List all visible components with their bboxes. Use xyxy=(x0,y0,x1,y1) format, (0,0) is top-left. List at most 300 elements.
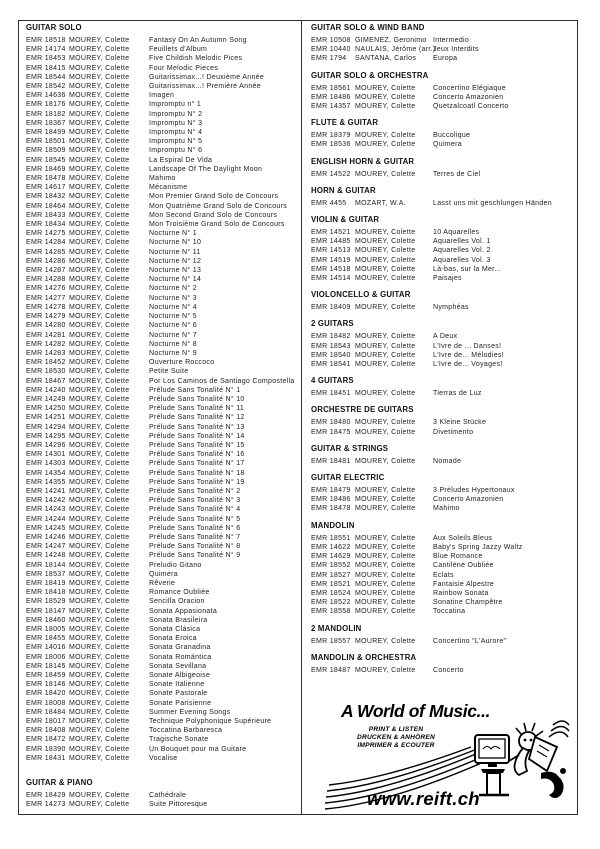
entry-title: Sonata Clásica xyxy=(149,626,201,633)
catalog-row xyxy=(26,717,297,726)
entry-code: EMR 14296 xyxy=(26,441,66,449)
entry-composer: MOUREY, Colette xyxy=(69,83,130,91)
entry-title: Sonata Eroica xyxy=(149,635,197,643)
entry-composer: MOUREY, Colette xyxy=(355,487,416,495)
entry-composer: MOUREY, Colette xyxy=(69,395,130,403)
entry-composer: MOUREY, Colette xyxy=(69,460,130,468)
entry-code: EMR 18536 xyxy=(311,141,351,149)
section-title: 2 MANDOLIN xyxy=(311,623,362,633)
entry-title: Prélude Sans Tonalité N° 14 xyxy=(149,432,245,440)
catalog-row xyxy=(26,671,297,680)
entry-code: EMR 18478 xyxy=(311,505,351,513)
entry-code: EMR 18540 xyxy=(311,351,351,359)
entry-composer: MOUREY, Colette xyxy=(69,322,130,330)
entry-title: Nocturne N° 5 xyxy=(149,313,197,321)
entry-title: Prélude Sans Tonalité N° 11 xyxy=(149,405,245,413)
catalog-row xyxy=(26,294,297,303)
catalog-row xyxy=(26,496,297,505)
entry-composer: MOUREY, Colette xyxy=(69,165,130,173)
entry-composer: MOUREY, Colette xyxy=(355,275,416,283)
catalog-row xyxy=(26,708,297,717)
catalog-section xyxy=(311,118,571,149)
entry-composer: MOUREY, Colette xyxy=(69,506,130,514)
entry-title: Paisajes xyxy=(433,275,462,283)
catalog-row xyxy=(311,495,571,504)
catalog-row xyxy=(311,265,571,274)
entry-code: EMR 18452 xyxy=(26,359,66,367)
entry-title: Imagen xyxy=(149,92,175,100)
entry-title: Impromptu n° 1 xyxy=(149,101,202,109)
entry-code: EMR 18460 xyxy=(26,616,66,624)
entry-code: EMR 18480 xyxy=(311,419,351,427)
entry-title: Nocturne N° 11 xyxy=(149,248,201,256)
entry-composer: MOUREY, Colette xyxy=(69,423,130,431)
entry-composer: MOUREY, Colette xyxy=(355,562,416,570)
catalog-row xyxy=(311,342,571,351)
catalog-row xyxy=(26,745,297,754)
entry-title: Eclats xyxy=(433,571,454,579)
catalog-row xyxy=(311,170,571,179)
entry-code: EMR 4455 xyxy=(311,199,347,207)
catalog-row xyxy=(26,662,297,671)
catalog-section xyxy=(311,653,571,675)
entry-title: Romance Oubliée xyxy=(149,589,210,597)
section-rows xyxy=(311,228,571,283)
catalog-row xyxy=(26,82,297,91)
entry-composer: MOUREY, Colette xyxy=(355,534,416,542)
entry-title: Sonata Brasileira xyxy=(149,616,208,624)
entry-title: Tierras de Luz xyxy=(433,390,482,398)
entry-title: 3 Préludes Hypertonaux xyxy=(433,487,515,495)
entry-code: EMR 18558 xyxy=(311,608,351,616)
catalog-section xyxy=(311,444,571,466)
entry-title: Aquarelles Vol. 2 xyxy=(433,247,491,255)
entry-code: EMR 18543 xyxy=(311,342,351,350)
entry-code: EMR 14617 xyxy=(26,184,66,192)
entry-code: EMR 18472 xyxy=(26,736,66,744)
entry-code: EMR 18509 xyxy=(26,147,66,155)
logo-website-url: www.reift.ch xyxy=(367,788,480,809)
entry-code: EMR 18537 xyxy=(26,570,66,578)
entry-code: EMR 14249 xyxy=(26,395,66,403)
entry-composer: MOUREY, Colette xyxy=(355,589,416,597)
entry-code: EMR 18482 xyxy=(311,333,351,341)
entry-title: Aquarelles Vol. 1 xyxy=(433,238,491,246)
section-title: MANDOLIN xyxy=(311,520,355,530)
entry-title: Cathédrale xyxy=(149,792,187,800)
entry-code: EMR 18147 xyxy=(26,607,66,615)
entry-code: EMR 18481 xyxy=(311,457,351,465)
catalog-row xyxy=(311,274,571,283)
catalog-row xyxy=(26,800,297,809)
catalog-row xyxy=(26,303,297,312)
entry-code: EMR 18432 xyxy=(26,193,66,201)
entry-code: EMR 18561 xyxy=(311,84,351,92)
entry-composer: MOUREY, Colette xyxy=(69,64,130,72)
entry-title: Jeux Interdits xyxy=(433,46,479,54)
section-title: MANDOLIN & ORCHESTRA xyxy=(311,652,417,662)
catalog-row xyxy=(26,597,297,606)
entry-composer: MOUREY, Colette xyxy=(355,637,416,645)
entry-title: Rainbow Sonata xyxy=(433,589,489,597)
catalog-row xyxy=(26,220,297,229)
entry-code: EMR 18418 xyxy=(26,589,66,597)
entry-composer: MOUREY, Colette xyxy=(69,405,130,413)
entry-composer: MOUREY, Colette xyxy=(69,377,130,385)
entry-code: EMR 18408 xyxy=(26,727,66,735)
entry-title: Nocturne N° 7 xyxy=(149,331,197,339)
entry-title: Sonata Appasionata xyxy=(149,607,218,615)
catalog-row xyxy=(26,478,297,487)
entry-code: EMR 14016 xyxy=(26,644,66,652)
entry-code: EMR 14294 xyxy=(26,423,66,431)
entry-code: EMR 18544 xyxy=(26,73,66,81)
section-rows xyxy=(311,303,571,312)
entry-composer: MOUREY, Colette xyxy=(69,745,130,753)
entry-code: EMR 18469 xyxy=(26,165,66,173)
logo-subline-imprimer-ecouter: IMPRIMER & ECOUTER xyxy=(357,742,435,749)
entry-title: Nocturne N° 4 xyxy=(149,303,197,311)
entry-code: EMR 14240 xyxy=(26,386,66,394)
entry-composer: MOUREY, Colette xyxy=(69,718,130,726)
entry-code: EMR 18145 xyxy=(26,662,66,670)
entry-code: EMR 14284 xyxy=(26,239,66,247)
section-title: GUITAR ELECTRIC xyxy=(311,473,385,483)
entry-composer: MOUREY, Colette xyxy=(69,138,130,146)
entry-code: EMR 18552 xyxy=(311,562,351,570)
catalog-row xyxy=(26,211,297,220)
entry-composer: MOUREY, Colette xyxy=(69,589,130,597)
catalog-row xyxy=(26,146,297,155)
entry-title: Europa xyxy=(433,55,458,63)
catalog-row xyxy=(26,505,297,514)
logo-subline-print-listen: PRINT & LISTEN xyxy=(368,726,424,733)
catalog-section xyxy=(26,778,297,809)
catalog-section xyxy=(311,23,571,64)
catalog-row xyxy=(26,119,297,128)
entry-composer: MOUREY, Colette xyxy=(69,451,130,459)
entry-code: EMR 14250 xyxy=(26,405,66,413)
entry-composer: MOZART, W.A. xyxy=(355,199,406,207)
catalog-row xyxy=(26,616,297,625)
entry-code: EMR 18006 xyxy=(26,653,66,661)
entry-title: Prélude Sans Tonalité N° 5 xyxy=(149,515,241,523)
entry-composer: MOUREY, Colette xyxy=(355,428,416,436)
catalog-row xyxy=(26,321,297,330)
entry-composer: MOUREY, Colette xyxy=(69,616,130,624)
catalog-row xyxy=(311,486,571,495)
entry-composer: MOUREY, Colette xyxy=(69,561,130,569)
entry-code: EMR 18484 xyxy=(26,708,66,716)
entry-title: Prélude Sans Tonalité N° 17 xyxy=(149,460,245,468)
catalog-row xyxy=(311,54,571,63)
catalog-row xyxy=(26,395,297,404)
logo-subline-drucken-anhoeren: DRUCKEN & ANHÖREN xyxy=(357,734,435,741)
entry-composer: MOUREY, Colette xyxy=(69,708,130,716)
entry-title: Cantilène Oubliée xyxy=(433,562,494,570)
section-title: FLUTE & GUITAR xyxy=(311,118,379,128)
entry-code: EMR 18390 xyxy=(26,745,66,753)
entry-title: Prélude Sans Tonalité N° 10 xyxy=(149,395,245,403)
entry-composer: MOUREY, Colette xyxy=(69,792,130,800)
entry-composer: MOUREY, Colette xyxy=(69,349,130,357)
catalog-section xyxy=(311,405,571,436)
entry-code: EMR 14174 xyxy=(26,46,66,54)
entry-composer: MOUREY, Colette xyxy=(355,170,416,178)
entry-code: EMR 14521 xyxy=(311,229,351,237)
catalog-row xyxy=(26,524,297,533)
catalog-row xyxy=(26,634,297,643)
entry-code: EMR 14295 xyxy=(26,432,66,440)
entry-code: EMR 14277 xyxy=(26,294,66,302)
catalog-row xyxy=(26,404,297,413)
entry-code: EMR 14246 xyxy=(26,533,66,541)
catalog-row xyxy=(26,174,297,183)
entry-title: Prélude Sans Tonalité N° 16 xyxy=(149,451,245,459)
catalog-row xyxy=(311,45,571,54)
catalog-row xyxy=(26,726,297,735)
catalog-row xyxy=(26,542,297,551)
catalog-row xyxy=(311,428,571,437)
entry-title: A Deux xyxy=(433,333,458,341)
catalog-row xyxy=(26,699,297,708)
section-rows xyxy=(26,791,297,809)
entry-title: Nocturne N° 12 xyxy=(149,257,202,265)
entry-composer: MOUREY, Colette xyxy=(69,175,130,183)
entry-composer: MOUREY, Colette xyxy=(355,361,416,369)
entry-code: EMR 14355 xyxy=(26,478,66,486)
entry-composer: MOUREY, Colette xyxy=(69,156,130,164)
entry-code: EMR 18499 xyxy=(26,129,66,137)
entry-title: Sonate Pastorale xyxy=(149,690,208,698)
catalog-row xyxy=(311,102,571,111)
entry-title: Quetzalcoatl Concerto xyxy=(433,103,509,111)
entry-title: Impromptu N° 2 xyxy=(149,110,203,118)
catalog-row xyxy=(26,588,297,597)
entry-title: Un Bouquet pour ma Guitare xyxy=(149,745,247,753)
entry-composer: MOUREY, Colette xyxy=(69,736,130,744)
entry-title: Impromptu N° 3 xyxy=(149,119,203,127)
entry-composer: GIMENEZ, Geronimo xyxy=(355,37,427,44)
entry-code: EMR 14518 xyxy=(311,265,351,273)
entry-composer: MOUREY, Colette xyxy=(69,221,130,229)
entry-composer: MOUREY, Colette xyxy=(69,607,130,615)
entry-title: Quimera xyxy=(433,141,462,149)
entry-code: EMR 18367 xyxy=(26,119,66,127)
catalog-row xyxy=(26,275,297,284)
entry-code: EMR 18455 xyxy=(26,635,66,643)
entry-code: EMR 14283 xyxy=(26,349,66,357)
catalog-row xyxy=(311,637,571,646)
entry-title: Buccolique xyxy=(433,132,471,140)
entry-composer: MOUREY, Colette xyxy=(69,303,130,311)
entry-title: Prélude Sans Tonalité N° 3 xyxy=(149,497,241,505)
entry-code: EMR 14245 xyxy=(26,524,66,532)
entry-code: EMR 14281 xyxy=(26,331,66,339)
section-title: GUITAR & PIANO xyxy=(26,778,93,788)
entry-title: Nocturne N° 8 xyxy=(149,340,197,348)
section-title: GUITAR SOLO xyxy=(26,23,82,32)
entry-composer: MOUREY, Colette xyxy=(355,608,416,616)
entry-title: Prélude Sans Tonalité N° 12 xyxy=(149,414,245,422)
entry-code: EMR 18415 xyxy=(26,64,66,72)
entry-title: Concerto Amazonien xyxy=(433,496,504,504)
entry-title: Prélude Sans Tonalité N° 18 xyxy=(149,469,245,477)
entry-code: EMR 18551 xyxy=(311,534,351,542)
entry-composer: MOUREY, Colette xyxy=(69,524,130,532)
section-title: 2 GUITARS xyxy=(311,319,354,329)
entry-code: EMR 14636 xyxy=(26,92,66,100)
entry-composer: MOUREY, Colette xyxy=(355,457,416,465)
catalog-row xyxy=(26,487,297,496)
entry-composer: MOUREY, Colette xyxy=(355,342,416,350)
entry-code: EMR 14278 xyxy=(26,303,66,311)
catalog-row xyxy=(26,432,297,441)
entry-code: EMR 14273 xyxy=(26,801,66,809)
entry-code: EMR 14242 xyxy=(26,497,66,505)
entry-title: Aquarelles Vol. 3 xyxy=(433,256,491,264)
entry-title: Sencilla Oracion xyxy=(149,598,205,606)
entry-composer: MOUREY, Colette xyxy=(69,248,130,256)
entry-code: EMR 18464 xyxy=(26,202,66,210)
entry-composer: MOUREY, Colette xyxy=(69,129,130,137)
section-rows xyxy=(311,332,571,369)
entry-title: La Espiral De Vida xyxy=(149,156,213,164)
entry-code: EMR 1794 xyxy=(311,55,347,63)
entry-code: EMR 18379 xyxy=(311,132,351,140)
entry-title: Mahimo xyxy=(149,175,176,183)
entry-composer: MOUREY, Colette xyxy=(69,515,130,523)
right-column-sections xyxy=(311,23,571,675)
entry-composer: MOUREY, Colette xyxy=(69,598,130,606)
catalog-row xyxy=(311,332,571,341)
mascot-illustration xyxy=(469,711,571,803)
section-rows xyxy=(311,131,571,149)
catalog-row xyxy=(26,469,297,478)
entry-code: EMR 14282 xyxy=(26,340,66,348)
entry-composer: MOUREY, Colette xyxy=(69,487,130,495)
entry-code: EMR 18182 xyxy=(26,110,66,118)
entry-title: L'Ivre de ... Danses! xyxy=(433,342,502,350)
entry-composer: MOUREY, Colette xyxy=(69,644,130,652)
entry-title: Prélude Sans Tonalité N° 1 xyxy=(149,386,241,394)
catalog-row xyxy=(26,551,297,560)
section-rows xyxy=(311,637,571,646)
entry-title: Four Melodic Pieces xyxy=(149,64,219,72)
entry-title: Nocturne N° 6 xyxy=(149,322,197,330)
entry-title: Sonate Albigeoise xyxy=(149,672,211,680)
entry-code: EMR 18529 xyxy=(26,598,66,606)
entry-code: EMR 18434 xyxy=(26,221,66,229)
entry-code: EMR 18429 xyxy=(26,792,66,800)
entry-title: Mon Quatrième Grand Solo de Concours xyxy=(149,202,288,210)
entry-title: Nocturne N° 1 xyxy=(149,230,197,238)
logo-tagline: A World of Music... xyxy=(341,701,490,721)
entry-title: Nocturne N° 2 xyxy=(149,285,197,293)
entry-composer: MOUREY, Colette xyxy=(355,132,416,140)
entry-title: Prélude Sans Tonalité N° 15 xyxy=(149,441,245,449)
catalog-row xyxy=(26,110,297,119)
entry-code: EMR 14622 xyxy=(311,543,351,551)
entry-title: Vocalise xyxy=(149,754,178,762)
entry-composer: SANTANA, Carlos xyxy=(355,55,417,63)
entry-code: EMR 18144 xyxy=(26,561,66,569)
entry-title: L'Ivre de... Mélodies! xyxy=(433,351,504,359)
entry-title: Prélude Sans Tonalité N° 9 xyxy=(149,552,241,560)
catalog-section xyxy=(311,215,571,283)
catalog-row xyxy=(26,579,297,588)
entry-composer: MOUREY, Colette xyxy=(69,359,130,367)
entry-code: EMR 14287 xyxy=(26,267,66,275)
section-rows xyxy=(311,389,571,398)
entry-title: Sonate Parisienne xyxy=(149,699,212,707)
entry-title: Ouverture Roccoco xyxy=(149,359,215,367)
entry-composer: MOUREY, Colette xyxy=(69,73,130,81)
entry-composer: MOUREY, Colette xyxy=(69,276,130,284)
entry-title: Nocturne N° 3 xyxy=(149,294,197,302)
entry-title: Por Los Caminos de Santiago Compostella xyxy=(149,377,295,385)
entry-composer: MOUREY, Colette xyxy=(69,202,130,210)
entry-composer: MOUREY, Colette xyxy=(355,84,416,92)
catalog-section xyxy=(311,624,571,646)
entry-composer: MOUREY, Colette xyxy=(69,101,130,109)
entry-title: Blue Romance xyxy=(433,553,483,561)
catalog-section xyxy=(311,319,571,369)
entry-title: Quimera xyxy=(149,570,178,578)
entry-title: Nymphéas xyxy=(433,304,469,312)
catalog-row xyxy=(311,543,571,552)
entry-composer: MOUREY, Colette xyxy=(69,681,130,689)
entry-code: EMR 18420 xyxy=(26,690,66,698)
catalog-row xyxy=(26,331,297,340)
section-title: GUITAR & STRINGS xyxy=(311,443,389,453)
entry-title: Fantaisie Alpestre xyxy=(433,580,495,588)
entry-code: EMR 14519 xyxy=(311,256,351,264)
section-title: 4 GUITARS xyxy=(311,376,354,386)
entry-composer: MOUREY, Colette xyxy=(69,653,130,661)
entry-composer: MOUREY, Colette xyxy=(69,754,130,762)
entry-composer: MOUREY, Colette xyxy=(69,478,130,486)
catalog-row xyxy=(26,413,297,422)
catalog-row xyxy=(26,423,297,432)
entry-composer: MOUREY, Colette xyxy=(355,229,416,237)
section-rows xyxy=(311,457,571,466)
entry-composer: MOUREY, Colette xyxy=(69,552,130,560)
entry-title: Fantasy On An Autumn Song xyxy=(149,37,247,44)
entry-composer: MOUREY, Colette xyxy=(69,110,130,118)
entry-title: Intermedio xyxy=(433,37,470,44)
catalog-row xyxy=(311,131,571,140)
entry-title: Five Childish Melodic Pices xyxy=(149,55,243,63)
entry-composer: MOUREY, Colette xyxy=(69,801,130,809)
section-rows xyxy=(311,36,571,64)
catalog-row xyxy=(26,459,297,468)
catalog-row xyxy=(311,303,571,312)
entry-composer: MOUREY, Colette xyxy=(355,247,416,255)
catalog-row xyxy=(311,561,571,570)
entry-code: EMR 18451 xyxy=(311,390,351,398)
catalog-row xyxy=(311,351,571,360)
entry-composer: MOUREY, Colette xyxy=(355,141,416,149)
entry-composer: MOUREY, Colette xyxy=(69,690,130,698)
entry-title: Baby's Spring Jazzy Waltz xyxy=(433,543,523,551)
catalog-row xyxy=(26,312,297,321)
catalog-section xyxy=(311,376,571,398)
entry-code: EMR 14514 xyxy=(311,275,351,283)
catalog-row xyxy=(26,340,297,349)
entry-code: EMR 18478 xyxy=(26,175,66,183)
entry-title: Sonata Sevillana xyxy=(149,662,207,670)
